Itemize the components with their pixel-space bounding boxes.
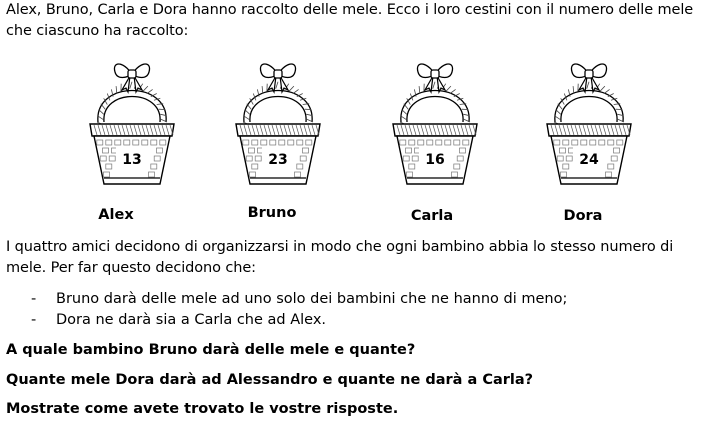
question-2: Quante mele Dora darà ad Alessandro e quante ne darà a Carla?	[6, 372, 534, 388]
question-1: A quale bambino Bruno darà delle mele e quante?	[6, 342, 416, 358]
apple-count-bruno: 23	[268, 152, 288, 168]
bullet-dash: -	[31, 291, 37, 307]
basket-bruno	[228, 50, 328, 190]
basket-alex	[82, 50, 182, 190]
name-dora: Dora	[563, 208, 603, 224]
apple-count-dora: 24	[579, 152, 599, 168]
intro-text: Alex, Bruno, Carla e Dora hanno raccolto delle mele. Ecco i loro cestini con il numero delle mele che ciascuno ha raccolto:	[6, 2, 694, 39]
basket-with-bow-icon	[539, 50, 639, 190]
list-item	[31, 289, 567, 310]
apple-count-alex: 13	[122, 152, 142, 168]
basket-with-bow-icon	[385, 50, 485, 190]
name-alex: Alex	[98, 207, 134, 223]
basket-with-bow-icon	[82, 50, 182, 190]
question-3: Mostrate come avete trovato le vostre risposte.	[6, 401, 399, 417]
basket-dora	[539, 50, 639, 190]
rules-text: I quattro amici decidono di organizzarsi in modo che ogni bambino abbia lo stesso numero di mele. Per far questo decidono che:	[6, 239, 674, 276]
bullet-text: Bruno darà delle mele ad uno solo dei bambini che ne hanno di meno;	[56, 291, 568, 307]
basket-carla	[385, 50, 485, 190]
name-carla: Carla	[410, 208, 454, 224]
list-item	[31, 310, 326, 331]
apple-count-carla: 16	[425, 152, 445, 168]
bullet-dash: -	[31, 312, 37, 328]
basket-with-bow-icon	[228, 50, 328, 190]
name-bruno: Bruno	[247, 205, 297, 221]
bullet-text: Dora ne darà sia a Carla che ad Alex.	[56, 312, 327, 328]
